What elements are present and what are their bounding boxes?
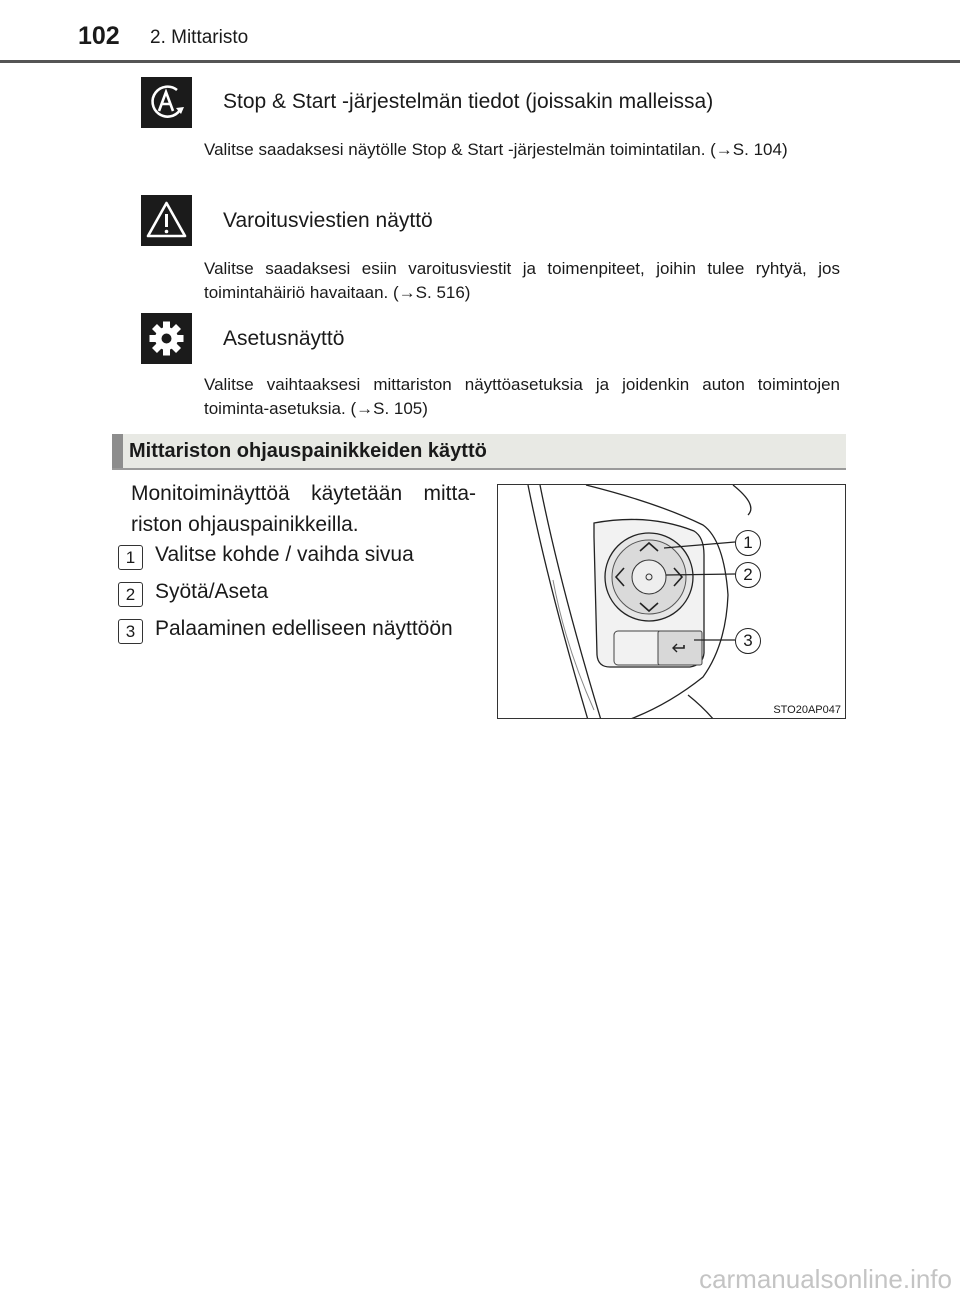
steering-switch-illustration (497, 484, 846, 719)
intro-paragraph: Monitoiminäyttöä käytetään mittariston ohjauspainikkeilla. (131, 482, 476, 536)
section-title-stop-start: Stop & Start -järjestelmän tiedot (joissakin malleissa) (223, 90, 714, 113)
header-divider (0, 60, 960, 63)
section-body-warnings: Valitse saadaksesi esiin varoitusviestit ja toimenpiteet, joihin tulee ryhtyä, jos toimintahäiriö havaitaan. (→S. 516) (204, 259, 840, 302)
chapter-title: 2. Mittaristo (150, 27, 249, 48)
item-number-badge: 2 (118, 582, 143, 607)
section-title-warnings: Varoitusviestien näyttö (223, 209, 433, 232)
heading-accent-bar (112, 434, 123, 468)
section-title-settings: Asetusnäyttö (223, 327, 345, 350)
item-label: Palaaminen edelliseen näyttöön (155, 617, 453, 640)
section-body-stop-start: Valitse saadaksesi näytölle Stop & Start -järjestelmän toimintatilan. (→S. 104) (204, 140, 788, 159)
section-heading-band (112, 434, 846, 470)
watermark: carmanualsonline.info (699, 1264, 952, 1294)
gear-icon (141, 313, 192, 364)
page-number: 102 (78, 22, 120, 50)
figure-code: STO20AP047 (773, 704, 841, 716)
stop-start-icon (141, 77, 192, 128)
warning-triangle-icon (141, 195, 192, 246)
callout-2: 2 (735, 562, 761, 588)
section-body-settings: Valitse vaihtaaksesi mittariston näyttöasetuksia ja joidenkin auton toimintojen toiminta-asetuksia. (→S. 105) (204, 375, 840, 418)
item-number-badge: 3 (118, 619, 143, 644)
item-number-badge: 1 (118, 545, 143, 570)
item-label: Valitse kohde / vaihda sivua (155, 543, 414, 566)
callout-3: 3 (735, 628, 761, 654)
section-heading: Mittariston ohjauspainikkeiden käyttö (129, 440, 487, 462)
steering-wheel-drawing (498, 485, 846, 719)
item-label: Syötä/Aseta (155, 580, 269, 603)
callout-1: 1 (735, 530, 761, 556)
